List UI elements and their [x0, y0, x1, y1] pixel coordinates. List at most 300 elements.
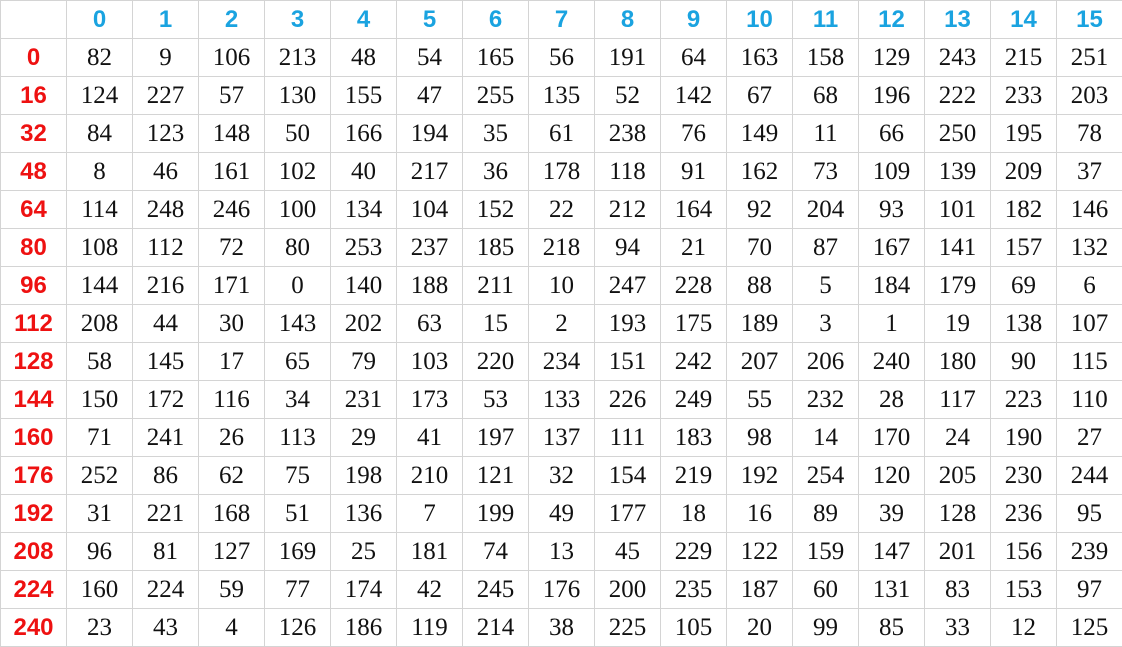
- table-cell[interactable]: 199: [463, 495, 529, 533]
- table-cell[interactable]: 87: [793, 229, 859, 267]
- table-cell[interactable]: 58: [67, 343, 133, 381]
- table-row: [1, 495, 1122, 533]
- table-cell[interactable]: 220: [463, 343, 529, 381]
- table-cell[interactable]: 194: [397, 115, 463, 153]
- table-cell[interactable]: 44: [133, 305, 199, 343]
- table-cell[interactable]: 61: [529, 115, 595, 153]
- table-cell[interactable]: 91: [661, 153, 727, 191]
- table-cell[interactable]: 101: [925, 191, 991, 229]
- table-cell[interactable]: 169: [265, 533, 331, 571]
- row-header[interactable]: 0: [1, 39, 67, 77]
- row-header[interactable]: 16: [1, 77, 67, 115]
- table-cell[interactable]: 247: [595, 267, 661, 305]
- table-cell[interactable]: 123: [133, 115, 199, 153]
- table-cell[interactable]: 42: [397, 571, 463, 609]
- table-cell[interactable]: 187: [727, 571, 793, 609]
- table-cell[interactable]: 16: [727, 495, 793, 533]
- row-header[interactable]: 176: [1, 457, 67, 495]
- table-cell[interactable]: 217: [397, 153, 463, 191]
- table-cell[interactable]: 164: [661, 191, 727, 229]
- row-header[interactable]: 32: [1, 115, 67, 153]
- table-cell[interactable]: 178: [529, 153, 595, 191]
- table-cell[interactable]: 193: [595, 305, 661, 343]
- table-cell[interactable]: 56: [529, 39, 595, 77]
- table-cell[interactable]: 43: [133, 609, 199, 647]
- column-header[interactable]: 4: [331, 1, 397, 39]
- table-cell[interactable]: 203: [1057, 77, 1122, 115]
- table-cell[interactable]: 225: [595, 609, 661, 647]
- column-header[interactable]: 14: [991, 1, 1057, 39]
- column-header[interactable]: 1: [133, 1, 199, 39]
- table-row: [1, 381, 1122, 419]
- table-cell[interactable]: 47: [397, 77, 463, 115]
- table-cell[interactable]: 243: [925, 39, 991, 77]
- table-cell[interactable]: 186: [331, 609, 397, 647]
- table-cell[interactable]: 78: [1057, 115, 1122, 153]
- table-cell[interactable]: 216: [133, 267, 199, 305]
- table-cell[interactable]: 182: [991, 191, 1057, 229]
- table-cell[interactable]: 85: [859, 609, 925, 647]
- table-cell[interactable]: 167: [859, 229, 925, 267]
- table-cell[interactable]: 165: [463, 39, 529, 77]
- table-cell[interactable]: 248: [133, 191, 199, 229]
- table-cell[interactable]: 100: [265, 191, 331, 229]
- table-cell[interactable]: 212: [595, 191, 661, 229]
- table-cell[interactable]: 64: [661, 39, 727, 77]
- table-cell[interactable]: 37: [1057, 153, 1122, 191]
- row-header[interactable]: 160: [1, 419, 67, 457]
- table-cell[interactable]: 10: [529, 267, 595, 305]
- table-cell[interactable]: 32: [529, 457, 595, 495]
- table-cell[interactable]: 128: [925, 495, 991, 533]
- table-cell[interactable]: 111: [595, 419, 661, 457]
- table-cell[interactable]: 24: [925, 419, 991, 457]
- table-cell[interactable]: 77: [265, 571, 331, 609]
- table-cell[interactable]: 106: [199, 39, 265, 77]
- table-cell[interactable]: 25: [331, 533, 397, 571]
- table-row: [1, 267, 1122, 305]
- table-cell[interactable]: 254: [793, 457, 859, 495]
- table-cell[interactable]: 105: [661, 609, 727, 647]
- table-cell[interactable]: 79: [331, 343, 397, 381]
- column-header[interactable]: 15: [1057, 1, 1122, 39]
- table-cell[interactable]: 157: [991, 229, 1057, 267]
- table-cell[interactable]: 92: [727, 191, 793, 229]
- table-cell[interactable]: 147: [859, 533, 925, 571]
- table-cell[interactable]: 190: [991, 419, 1057, 457]
- table-cell[interactable]: 1: [859, 305, 925, 343]
- table-cell[interactable]: 124: [67, 77, 133, 115]
- table-cell[interactable]: 170: [859, 419, 925, 457]
- table-cell[interactable]: 35: [463, 115, 529, 153]
- table-cell[interactable]: 70: [727, 229, 793, 267]
- table-cell[interactable]: 93: [859, 191, 925, 229]
- table-cell[interactable]: 15: [463, 305, 529, 343]
- table-cell[interactable]: 11: [793, 115, 859, 153]
- table-cell[interactable]: 197: [463, 419, 529, 457]
- column-header[interactable]: 2: [199, 1, 265, 39]
- table-cell[interactable]: 18: [661, 495, 727, 533]
- table-cell[interactable]: 5: [793, 267, 859, 305]
- table-cell[interactable]: 161: [199, 153, 265, 191]
- table-cell[interactable]: 34: [265, 381, 331, 419]
- table-cell[interactable]: 253: [331, 229, 397, 267]
- table-cell[interactable]: 26: [199, 419, 265, 457]
- table-cell[interactable]: 20: [727, 609, 793, 647]
- table-cell[interactable]: 219: [661, 457, 727, 495]
- table-cell[interactable]: 252: [67, 457, 133, 495]
- row-header[interactable]: 64: [1, 191, 67, 229]
- row-header[interactable]: 80: [1, 229, 67, 267]
- table-cell[interactable]: 141: [925, 229, 991, 267]
- table-cell[interactable]: 8: [67, 153, 133, 191]
- table-cell[interactable]: 113: [265, 419, 331, 457]
- table-cell[interactable]: 251: [1057, 39, 1122, 77]
- table-cell[interactable]: 118: [595, 153, 661, 191]
- table-cell[interactable]: 81: [133, 533, 199, 571]
- row-header[interactable]: 144: [1, 381, 67, 419]
- table-cell[interactable]: 117: [925, 381, 991, 419]
- table-cell[interactable]: 185: [463, 229, 529, 267]
- table-cell[interactable]: 125: [1057, 609, 1122, 647]
- table-cell[interactable]: 84: [67, 115, 133, 153]
- table-cell[interactable]: 14: [793, 419, 859, 457]
- table-cell[interactable]: 236: [991, 495, 1057, 533]
- table-cell[interactable]: 176: [529, 571, 595, 609]
- row-header[interactable]: 240: [1, 609, 67, 647]
- table-cell[interactable]: 103: [397, 343, 463, 381]
- table-cell[interactable]: 174: [331, 571, 397, 609]
- row-header[interactable]: 112: [1, 305, 67, 343]
- table-cell[interactable]: 177: [595, 495, 661, 533]
- table-cell[interactable]: 152: [463, 191, 529, 229]
- table-cell[interactable]: 22: [529, 191, 595, 229]
- table-cell[interactable]: 51: [265, 495, 331, 533]
- table-row: [1, 305, 1122, 343]
- table-cell[interactable]: 38: [529, 609, 595, 647]
- table-cell[interactable]: 116: [199, 381, 265, 419]
- table-cell[interactable]: 119: [397, 609, 463, 647]
- table-cell[interactable]: 241: [133, 419, 199, 457]
- column-header[interactable]: 12: [859, 1, 925, 39]
- table-cell[interactable]: 221: [133, 495, 199, 533]
- table-cell[interactable]: 76: [661, 115, 727, 153]
- table-cell[interactable]: 112: [133, 229, 199, 267]
- table-cell[interactable]: 158: [793, 39, 859, 77]
- table-cell[interactable]: 166: [331, 115, 397, 153]
- column-header[interactable]: 3: [265, 1, 331, 39]
- table-cell[interactable]: 228: [661, 267, 727, 305]
- table-cell[interactable]: 50: [265, 115, 331, 153]
- table-cell[interactable]: 151: [595, 343, 661, 381]
- table-cell[interactable]: 163: [727, 39, 793, 77]
- table-row: [1, 115, 1122, 153]
- table-cell[interactable]: 99: [793, 609, 859, 647]
- table-cell[interactable]: 200: [595, 571, 661, 609]
- table-cell[interactable]: 214: [463, 609, 529, 647]
- table-cell[interactable]: 134: [331, 191, 397, 229]
- table-cell[interactable]: 86: [133, 457, 199, 495]
- table-cell[interactable]: 40: [331, 153, 397, 191]
- table-cell[interactable]: 198: [331, 457, 397, 495]
- table-cell[interactable]: 120: [859, 457, 925, 495]
- table-cell[interactable]: 53: [463, 381, 529, 419]
- table-cell[interactable]: 139: [925, 153, 991, 191]
- table-cell[interactable]: 246: [199, 191, 265, 229]
- table-cell[interactable]: 242: [661, 343, 727, 381]
- table-cell[interactable]: 96: [67, 533, 133, 571]
- table-cell[interactable]: 49: [529, 495, 595, 533]
- table-cell[interactable]: 31: [67, 495, 133, 533]
- table-cell[interactable]: 215: [991, 39, 1057, 77]
- table-cell[interactable]: 98: [727, 419, 793, 457]
- table-cell[interactable]: 114: [67, 191, 133, 229]
- table-cell[interactable]: 45: [595, 533, 661, 571]
- table-cell[interactable]: 110: [1057, 381, 1122, 419]
- table-cell[interactable]: 0: [265, 267, 331, 305]
- table-cell[interactable]: 155: [331, 77, 397, 115]
- table-cell[interactable]: 173: [397, 381, 463, 419]
- table-cell[interactable]: 41: [397, 419, 463, 457]
- table-cell[interactable]: 237: [397, 229, 463, 267]
- table-cell[interactable]: 226: [595, 381, 661, 419]
- column-header[interactable]: 13: [925, 1, 991, 39]
- table-cell[interactable]: 145: [133, 343, 199, 381]
- table-row: [1, 39, 1122, 77]
- table-cell[interactable]: 160: [67, 571, 133, 609]
- table-cell[interactable]: 181: [397, 533, 463, 571]
- table-cell[interactable]: 83: [925, 571, 991, 609]
- table-cell[interactable]: 222: [925, 77, 991, 115]
- table-cell[interactable]: 230: [991, 457, 1057, 495]
- table-cell[interactable]: 201: [925, 533, 991, 571]
- table-cell[interactable]: 72: [199, 229, 265, 267]
- table-cell[interactable]: 104: [397, 191, 463, 229]
- table-cell[interactable]: 36: [463, 153, 529, 191]
- table-cell[interactable]: 133: [529, 381, 595, 419]
- table-cell[interactable]: 224: [133, 571, 199, 609]
- row-header[interactable]: 192: [1, 495, 67, 533]
- table-cell[interactable]: 23: [67, 609, 133, 647]
- table-cell[interactable]: 255: [463, 77, 529, 115]
- table-cell[interactable]: 148: [199, 115, 265, 153]
- table-cell[interactable]: 223: [991, 381, 1057, 419]
- table-cell[interactable]: 19: [925, 305, 991, 343]
- table-cell[interactable]: 129: [859, 39, 925, 77]
- table-cell[interactable]: 3: [793, 305, 859, 343]
- table-cell[interactable]: 238: [595, 115, 661, 153]
- table-cell[interactable]: 232: [793, 381, 859, 419]
- table-cell[interactable]: 172: [133, 381, 199, 419]
- table-cell[interactable]: 142: [661, 77, 727, 115]
- table-cell[interactable]: 138: [991, 305, 1057, 343]
- table-cell[interactable]: 109: [859, 153, 925, 191]
- table-cell[interactable]: 135: [529, 77, 595, 115]
- table-cell[interactable]: 127: [199, 533, 265, 571]
- table-cell[interactable]: 210: [397, 457, 463, 495]
- table-cell[interactable]: 122: [727, 533, 793, 571]
- table-cell[interactable]: 204: [793, 191, 859, 229]
- table-cell[interactable]: 108: [67, 229, 133, 267]
- table-cell[interactable]: 9: [133, 39, 199, 77]
- table-cell[interactable]: 74: [463, 533, 529, 571]
- table-cell[interactable]: 29: [331, 419, 397, 457]
- column-header[interactable]: 7: [529, 1, 595, 39]
- table-cell[interactable]: 97: [1057, 571, 1122, 609]
- row-header[interactable]: 208: [1, 533, 67, 571]
- table-cell[interactable]: 175: [661, 305, 727, 343]
- table-cell[interactable]: 65: [265, 343, 331, 381]
- table-cell[interactable]: 121: [463, 457, 529, 495]
- table-cell[interactable]: 69: [991, 267, 1057, 305]
- table-cell[interactable]: 140: [331, 267, 397, 305]
- table-cell[interactable]: 188: [397, 267, 463, 305]
- table-cell[interactable]: 202: [331, 305, 397, 343]
- table-cell[interactable]: 137: [529, 419, 595, 457]
- table-cell[interactable]: 71: [67, 419, 133, 457]
- table-cell[interactable]: 59: [199, 571, 265, 609]
- table-cell[interactable]: 205: [925, 457, 991, 495]
- table-cell[interactable]: 218: [529, 229, 595, 267]
- table-cell[interactable]: 126: [265, 609, 331, 647]
- table-cell[interactable]: 94: [595, 229, 661, 267]
- table-cell[interactable]: 89: [793, 495, 859, 533]
- row-header[interactable]: 96: [1, 267, 67, 305]
- table-cell[interactable]: 149: [727, 115, 793, 153]
- table-cell[interactable]: 39: [859, 495, 925, 533]
- column-header[interactable]: 11: [793, 1, 859, 39]
- table-cell[interactable]: 55: [727, 381, 793, 419]
- table-cell[interactable]: 153: [991, 571, 1057, 609]
- table-cell[interactable]: 52: [595, 77, 661, 115]
- table-cell[interactable]: 245: [463, 571, 529, 609]
- table-row: [1, 153, 1122, 191]
- column-header[interactable]: 0: [67, 1, 133, 39]
- table-cell[interactable]: 2: [529, 305, 595, 343]
- table-cell[interactable]: 12: [991, 609, 1057, 647]
- table-cell[interactable]: 208: [67, 305, 133, 343]
- table-cell[interactable]: 206: [793, 343, 859, 381]
- table-cell[interactable]: 195: [991, 115, 1057, 153]
- table-cell[interactable]: 67: [727, 77, 793, 115]
- table-cell[interactable]: 227: [133, 77, 199, 115]
- table-cell[interactable]: 27: [1057, 419, 1122, 457]
- table-cell[interactable]: 234: [529, 343, 595, 381]
- table-cell[interactable]: 196: [859, 77, 925, 115]
- table-cell[interactable]: 80: [265, 229, 331, 267]
- table-cell[interactable]: 82: [67, 39, 133, 77]
- table-cell[interactable]: 131: [859, 571, 925, 609]
- table-cell[interactable]: 7: [397, 495, 463, 533]
- table-cell[interactable]: 63: [397, 305, 463, 343]
- column-header[interactable]: 8: [595, 1, 661, 39]
- table-cell[interactable]: 146: [1057, 191, 1122, 229]
- table-cell[interactable]: 154: [595, 457, 661, 495]
- table-cell[interactable]: 211: [463, 267, 529, 305]
- table-cell[interactable]: 90: [991, 343, 1057, 381]
- table-cell[interactable]: 159: [793, 533, 859, 571]
- table-cell[interactable]: 209: [991, 153, 1057, 191]
- table-cell[interactable]: 102: [265, 153, 331, 191]
- table-cell[interactable]: 68: [793, 77, 859, 115]
- table-cell[interactable]: 136: [331, 495, 397, 533]
- row-header[interactable]: 224: [1, 571, 67, 609]
- table-cell[interactable]: 244: [1057, 457, 1122, 495]
- table-cell[interactable]: 162: [727, 153, 793, 191]
- table-cell[interactable]: 233: [991, 77, 1057, 115]
- table-cell[interactable]: 88: [727, 267, 793, 305]
- table-cell[interactable]: 60: [793, 571, 859, 609]
- table-cell[interactable]: 95: [1057, 495, 1122, 533]
- row-header[interactable]: 128: [1, 343, 67, 381]
- table-cell[interactable]: 130: [265, 77, 331, 115]
- table-cell[interactable]: 66: [859, 115, 925, 153]
- table-cell[interactable]: 171: [199, 267, 265, 305]
- column-header[interactable]: 6: [463, 1, 529, 39]
- table-cell[interactable]: 213: [265, 39, 331, 77]
- row-header[interactable]: 48: [1, 153, 67, 191]
- table-cell[interactable]: 132: [1057, 229, 1122, 267]
- table-cell[interactable]: 13: [529, 533, 595, 571]
- table-cell[interactable]: 144: [67, 267, 133, 305]
- table-cell[interactable]: 231: [331, 381, 397, 419]
- column-header[interactable]: 10: [727, 1, 793, 39]
- table-cell[interactable]: 21: [661, 229, 727, 267]
- table-cell[interactable]: 46: [133, 153, 199, 191]
- table-cell[interactable]: 191: [595, 39, 661, 77]
- table-cell[interactable]: 183: [661, 419, 727, 457]
- table-row: [1, 571, 1122, 609]
- table-cell[interactable]: 156: [991, 533, 1057, 571]
- table-cell[interactable]: 115: [1057, 343, 1122, 381]
- table-row: [1, 229, 1122, 267]
- table-cell[interactable]: 107: [1057, 305, 1122, 343]
- table-cell[interactable]: 33: [925, 609, 991, 647]
- table-cell[interactable]: 143: [265, 305, 331, 343]
- table-cell[interactable]: 184: [859, 267, 925, 305]
- table-cell[interactable]: 239: [1057, 533, 1122, 571]
- table-cell[interactable]: 235: [661, 571, 727, 609]
- table-cell[interactable]: 240: [859, 343, 925, 381]
- column-header[interactable]: 5: [397, 1, 463, 39]
- table-cell[interactable]: 192: [727, 457, 793, 495]
- table-cell[interactable]: 150: [67, 381, 133, 419]
- table-cell[interactable]: 73: [793, 153, 859, 191]
- table-row: [1, 191, 1122, 229]
- table-cell[interactable]: 250: [925, 115, 991, 153]
- table-cell[interactable]: 249: [661, 381, 727, 419]
- column-header[interactable]: 9: [661, 1, 727, 39]
- table-cell[interactable]: 17: [199, 343, 265, 381]
- table-cell[interactable]: 6: [1057, 267, 1122, 305]
- table-cell[interactable]: 75: [265, 457, 331, 495]
- table-cell[interactable]: 179: [925, 267, 991, 305]
- table-cell[interactable]: 207: [727, 343, 793, 381]
- table-cell[interactable]: 57: [199, 77, 265, 115]
- table-cell[interactable]: 48: [331, 39, 397, 77]
- table-cell[interactable]: 189: [727, 305, 793, 343]
- table-cell[interactable]: 30: [199, 305, 265, 343]
- table-cell[interactable]: 229: [661, 533, 727, 571]
- table-cell[interactable]: 4: [199, 609, 265, 647]
- table-cell[interactable]: 28: [859, 381, 925, 419]
- table-row: [1, 77, 1122, 115]
- table-cell[interactable]: 180: [925, 343, 991, 381]
- table-cell[interactable]: 168: [199, 495, 265, 533]
- corner-cell[interactable]: [1, 1, 67, 39]
- table-cell[interactable]: 62: [199, 457, 265, 495]
- table-cell[interactable]: 54: [397, 39, 463, 77]
